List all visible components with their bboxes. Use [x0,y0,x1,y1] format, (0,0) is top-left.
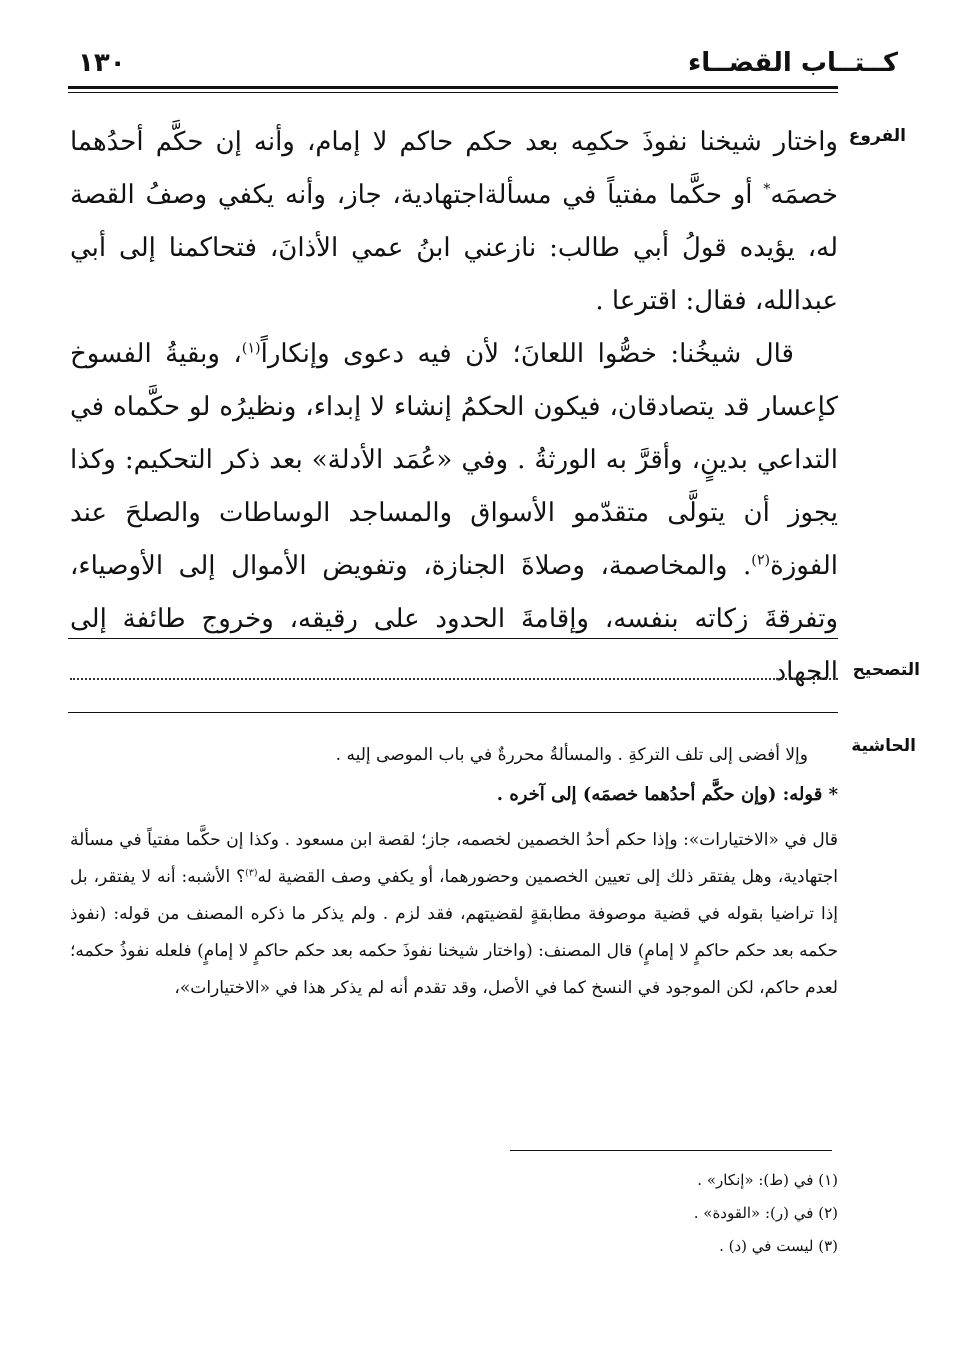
footnote-2: (٢) في (ر): «القودة» . [693,1204,838,1222]
tashih-dotted-line [70,666,838,680]
main-text-divider [68,638,838,639]
main-paragraph-2-part-c: . والمخاصمة، وصلاةَ الجنازة، وتفويض الأموال إلى الأوصياء، وتفرقةَ زكاته بنفسه، وإقامةَ الحدود على رقيقه، وخروج طائفة إلى الجهاد [70,551,838,687]
margin-label-tashih: التصحيح [852,660,920,680]
footnote-1: (١) في (ط): «إنكار» . [697,1171,838,1189]
footnote-ref-2: (٢) [751,552,771,569]
commentary-line-1: وإلا أفضى إلى تلف التركةِ . والمسألةُ محررةٌ في باب الموصى إليه . [335,745,808,765]
commentary-body-part-b: ؟ الأشبه: أنه لا يفتقر، بل إذا تراضيا بقوله في قضية موصوفة مطابقةٍ لقضيتهم، فقد لزم . ولم يذكر ما ذكره المصنف من قوله: (نفوذ حكمه بعد حكم حاكمٍ لا إمامٍ) قال المصنف: (واختار شيخنا نفوذَ حكمه بعد حكم حاكمٍ لا إمامٍ) فلعله نفوذُ حكمه؛ لعدم حاكم، لكن الموجود في النسخ كما في الأصل، وقد تقدم أنه لم يذكر هذا في «الاختيارات»، [70,867,838,998]
main-paragraph-2-part-b: ، وبقيةُ الفسوخ كإعسار قد يتصادقان، فيكون الحكمُ إنشاء لا إبداء، ونظيرُه لو حكَّماه في التداعي بدينٍ، وأقرَّ به الورثةُ . وفي «عُمَد الأدلة» بعد ذكر التحكيم: وكذا يجوز أن يتولَّى متقدّمو الأسواق والمساجد الوساطات والصلحَ عند الفوزة [70,339,838,581]
main-paragraph-2-part-a: قال شيخُنا: خصُّوا اللعانَ؛ لأن فيه دعوى وإنكاراً [260,339,794,369]
page-number: ١٣٠ [78,48,126,78]
footnotes [498,1164,838,1263]
main-paragraph-2 [70,328,838,699]
margin-label-hashiya: الحاشية [851,736,916,756]
footnote-3: (٣) ليست في (د) . [719,1237,838,1255]
footnote-divider [510,1150,832,1151]
main-paragraph-1-part-b: أو حكَّما مفتياً في مسألةاجتهادية، جاز، وأنه يكفي وصفُ القصة له، يؤيده قولُ أبي طالب: نازعني ابنُ عمي الأذانَ، فتحاكمنا إلى أبي عبدالله، فقال: اقترعا . [70,180,838,316]
footnote-ref-1: (١) [241,340,261,357]
main-text [70,116,838,699]
commentary-body [70,822,838,1007]
main-paragraph-1-part-a: واختار شيخنا نفوذَ حكمِه بعد حكم حاكم لا إمام، وأنه إن حكَّم أحدُهما خصمَه [70,127,838,210]
margin-label-furu: الفروع [848,126,906,146]
header-rule [68,86,838,89]
main-paragraph-1 [70,116,838,328]
header-rule-thin [68,92,838,93]
commentary-heading: * قوله: (وإن حكَّم أحدُهما خصمَه) إلى آخره . [496,784,838,805]
commentary-body-part-a: قال في «الاختيارات»: وإذا حكم أحدُ الخصمين لخصمه، جاز؛ لقصة ابن مسعود . وكذا إن حكَّما مفتياً في مسألة اجتهادية، وهل يفتقر ذلك إلى تعيين الخصمين وحضورهما، أو يكفي وصف القضية له [70,830,838,887]
book-title: كــتــاب القضــاء [687,48,898,78]
commentary-marker: * [763,181,771,198]
commentary-section [70,738,838,1007]
tashih-divider [68,712,838,713]
footnote-ref-3: (٣) [245,867,258,879]
